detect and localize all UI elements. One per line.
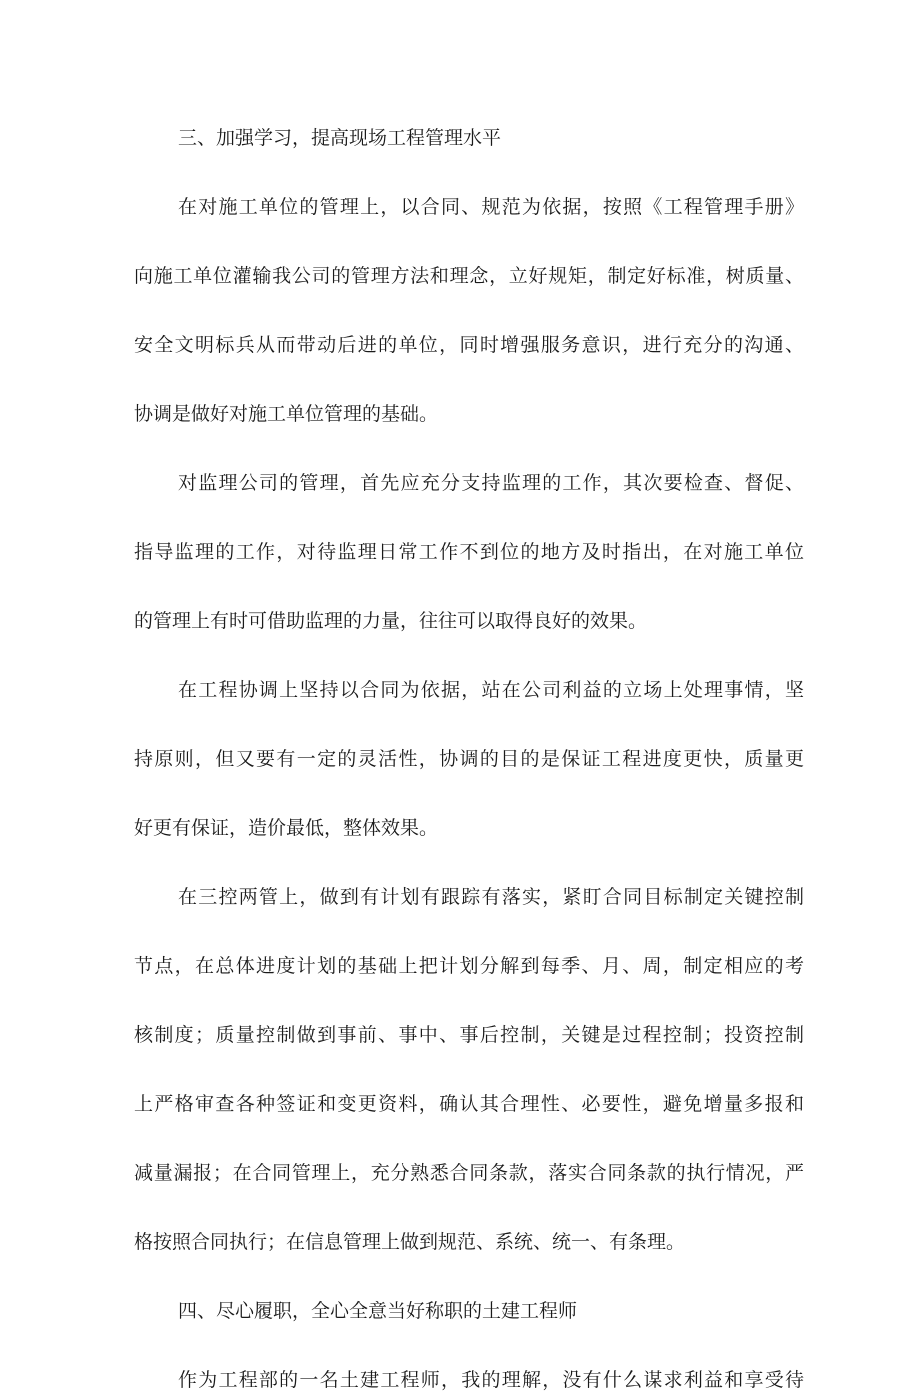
section-3-heading: 三、加强学习，提高现场工程管理水平 <box>178 127 502 149</box>
paragraph-line: 核制度；质量控制做到事前、事中、事后控制，关键是过程控制；投资控制 <box>134 1024 804 1046</box>
paragraph-line: 在对施工单位的管理上，以合同、规范为依据，按照《工程管理手册》 <box>178 196 804 218</box>
paragraph-line: 作为工程部的一名土建工程师，我的理解，没有什么谋求利益和享受待 <box>178 1369 804 1391</box>
paragraph-line: 安全文明标兵从而带动后进的单位，同时增强服务意识，进行充分的沟通、 <box>134 334 804 356</box>
paragraph-line: 在三控两管上，做到有计划有跟踪有落实，紧盯合同目标制定关键控制 <box>178 886 804 908</box>
paragraph-construction-management <box>134 191 804 430</box>
paragraph-line: 节点，在总体进度计划的基础上把计划分解到每季、月、周，制定相应的考 <box>134 955 804 977</box>
paragraph-line: 在工程协调上坚持以合同为依据，站在公司利益的立场上处理事情，坚 <box>178 679 804 701</box>
paragraph-line: 向施工单位灌输我公司的管理方法和理念，立好规矩，制定好标准，树质量、 <box>134 265 804 287</box>
paragraph-line: 上严格审查各种签证和变更资料，确认其合理性、必要性，避免增量多报和 <box>134 1093 804 1115</box>
paragraph-line: 好更有保证，造价最低，整体效果。 <box>134 817 439 839</box>
document-body <box>134 122 804 1396</box>
paragraph-line: 的管理上有时可借助监理的力量，往往可以取得良好的效果。 <box>134 610 648 632</box>
paragraph-line: 持原则，但又要有一定的灵活性，协调的目的是保证工程进度更快，质量更 <box>134 748 804 770</box>
paragraph-line: 减量漏报；在合同管理上，充分熟悉合同条款，落实合同条款的执行情况，严 <box>134 1162 804 1184</box>
paragraph-line: 协调是做好对施工单位管理的基础。 <box>134 403 439 425</box>
paragraph-three-controls-two-managements <box>134 881 804 1258</box>
paragraph-project-coordination <box>134 674 804 844</box>
paragraph-civil-engineer-role <box>134 1364 804 1396</box>
paragraph-line: 格按照合同执行；在信息管理上做到规范、系统、统一、有条理。 <box>134 1231 686 1253</box>
paragraph-line: 指导监理的工作，对待监理日常工作不到位的地方及时指出，在对施工单位 <box>134 541 804 563</box>
section-4-heading: 四、尽心履职，全心全意当好称职的土建工程师 <box>178 1300 578 1322</box>
paragraph-supervision-management <box>134 467 804 637</box>
paragraph-line: 对监理公司的管理，首先应充分支持监理的工作，其次要检查、督促、 <box>178 472 804 494</box>
